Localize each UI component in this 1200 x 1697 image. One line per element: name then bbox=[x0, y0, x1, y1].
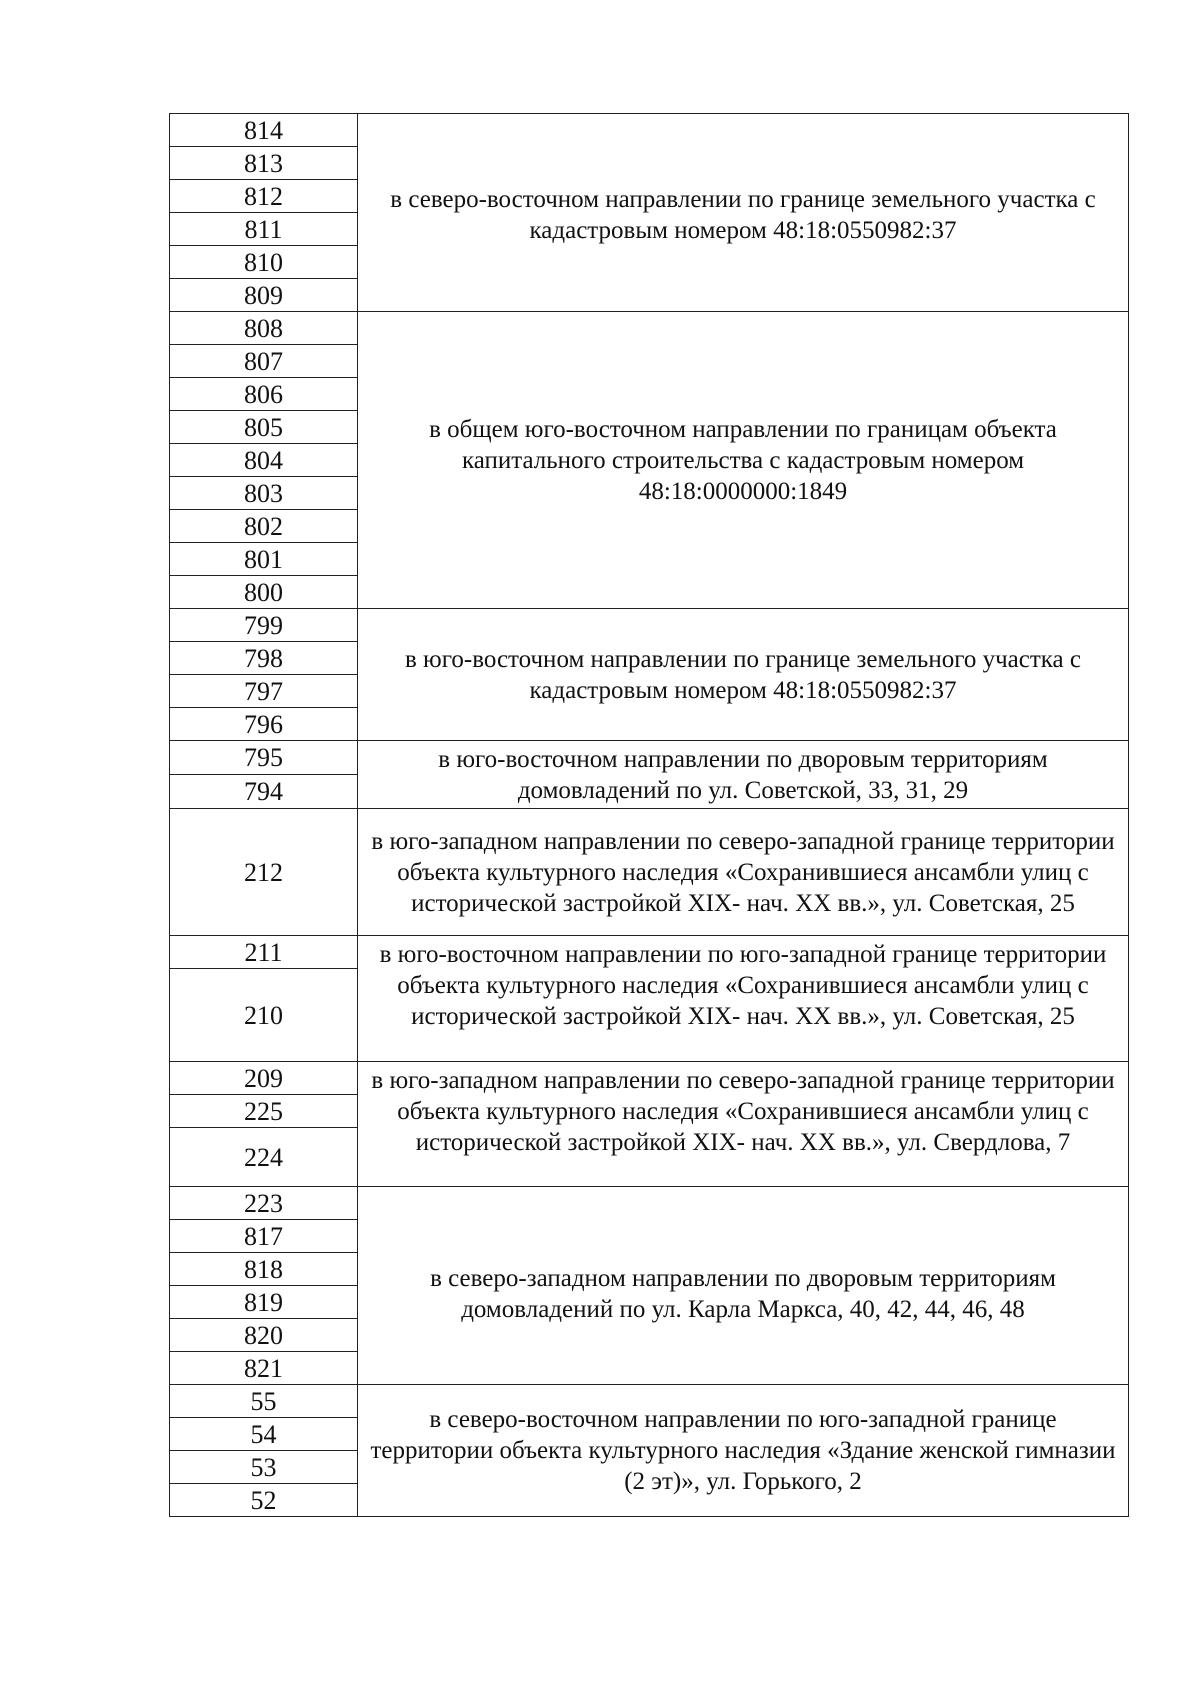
point-number: 800 bbox=[170, 576, 358, 609]
point-number: 808 bbox=[170, 312, 358, 345]
segment-description: в северо-восточном направлении по юго-западной границе территории объекта культурного наследия «Здание женской гимназии (2 эт)», ул. Горького, 2 bbox=[358, 1385, 1129, 1517]
point-number: 795 bbox=[170, 741, 358, 775]
segment-description: в юго-восточном направлении по дворовым территориям домовладений по ул. Советской, 33, 31, 29 bbox=[358, 741, 1129, 809]
point-number: 804 bbox=[170, 444, 358, 477]
table-row bbox=[170, 1062, 1129, 1095]
point-number: 212 bbox=[170, 809, 358, 936]
point-number: 813 bbox=[170, 147, 358, 180]
point-number: 55 bbox=[170, 1385, 358, 1418]
point-number: 814 bbox=[170, 114, 358, 147]
point-number: 806 bbox=[170, 378, 358, 411]
point-number: 803 bbox=[170, 477, 358, 510]
point-number: 796 bbox=[170, 708, 358, 741]
table-row bbox=[170, 809, 1129, 936]
point-number: 818 bbox=[170, 1253, 358, 1286]
segment-description: в северо-восточном направлении по границе земельного участка с кадастровым номером 48:18:0550982:37 bbox=[358, 114, 1129, 312]
point-number: 225 bbox=[170, 1095, 358, 1128]
point-number: 812 bbox=[170, 180, 358, 213]
segment-description: в юго-восточном направлении по юго-западной границе территории объекта культурного наследия «Сохранившиеся ансамбли улиц с исторической застройкой XIX- нач. XX вв.», ул. Советская, 25 bbox=[358, 936, 1129, 1062]
point-number: 223 bbox=[170, 1187, 358, 1220]
point-number: 52 bbox=[170, 1484, 358, 1517]
point-number: 807 bbox=[170, 345, 358, 378]
table-row bbox=[170, 1187, 1129, 1220]
segment-description: в общем юго-восточном направлении по границам объекта капитального строительства с кадастровым номером 48:18:0000000:1849 bbox=[358, 312, 1129, 609]
point-number: 210 bbox=[170, 969, 358, 1062]
point-number: 209 bbox=[170, 1062, 358, 1095]
point-number: 799 bbox=[170, 609, 358, 642]
point-number: 802 bbox=[170, 510, 358, 543]
table-row bbox=[170, 936, 1129, 969]
table-row bbox=[170, 609, 1129, 642]
point-number: 53 bbox=[170, 1451, 358, 1484]
boundary-points-table bbox=[169, 113, 1129, 1517]
table-row bbox=[170, 1385, 1129, 1418]
segment-description: в юго-западном направлении по северо-западной границе территории объекта культурного наследия «Сохранившиеся ансамбли улиц с исторической застройкой XIX- нач. XX вв.», ул. Свердлова, 7 bbox=[358, 1062, 1129, 1187]
segment-description: в юго-западном направлении по северо-западной границе территории объекта культурного наследия «Сохранившиеся ансамбли улиц с исторической застройкой XIX- нач. XX вв.», ул. Советская, 25 bbox=[358, 809, 1129, 936]
point-number: 817 bbox=[170, 1220, 358, 1253]
point-number: 810 bbox=[170, 246, 358, 279]
point-number: 805 bbox=[170, 411, 358, 444]
table-row bbox=[170, 114, 1129, 147]
point-number: 224 bbox=[170, 1128, 358, 1187]
point-number: 797 bbox=[170, 675, 358, 708]
point-number: 821 bbox=[170, 1352, 358, 1385]
point-number: 811 bbox=[170, 213, 358, 246]
point-number: 798 bbox=[170, 642, 358, 675]
point-number: 54 bbox=[170, 1418, 358, 1451]
point-number: 801 bbox=[170, 543, 358, 576]
point-number: 819 bbox=[170, 1286, 358, 1319]
table-row bbox=[170, 312, 1129, 345]
point-number: 794 bbox=[170, 775, 358, 809]
point-number: 820 bbox=[170, 1319, 358, 1352]
segment-description: в юго-восточном направлении по границе земельного участка с кадастровым номером 48:18:0550982:37 bbox=[358, 609, 1129, 741]
table-row bbox=[170, 741, 1129, 775]
segment-description: в северо-западном направлении по дворовым территориям домовладений по ул. Карла Маркса, 40, 42, 44, 46, 48 bbox=[358, 1187, 1129, 1385]
point-number: 211 bbox=[170, 936, 358, 969]
point-number: 809 bbox=[170, 279, 358, 312]
